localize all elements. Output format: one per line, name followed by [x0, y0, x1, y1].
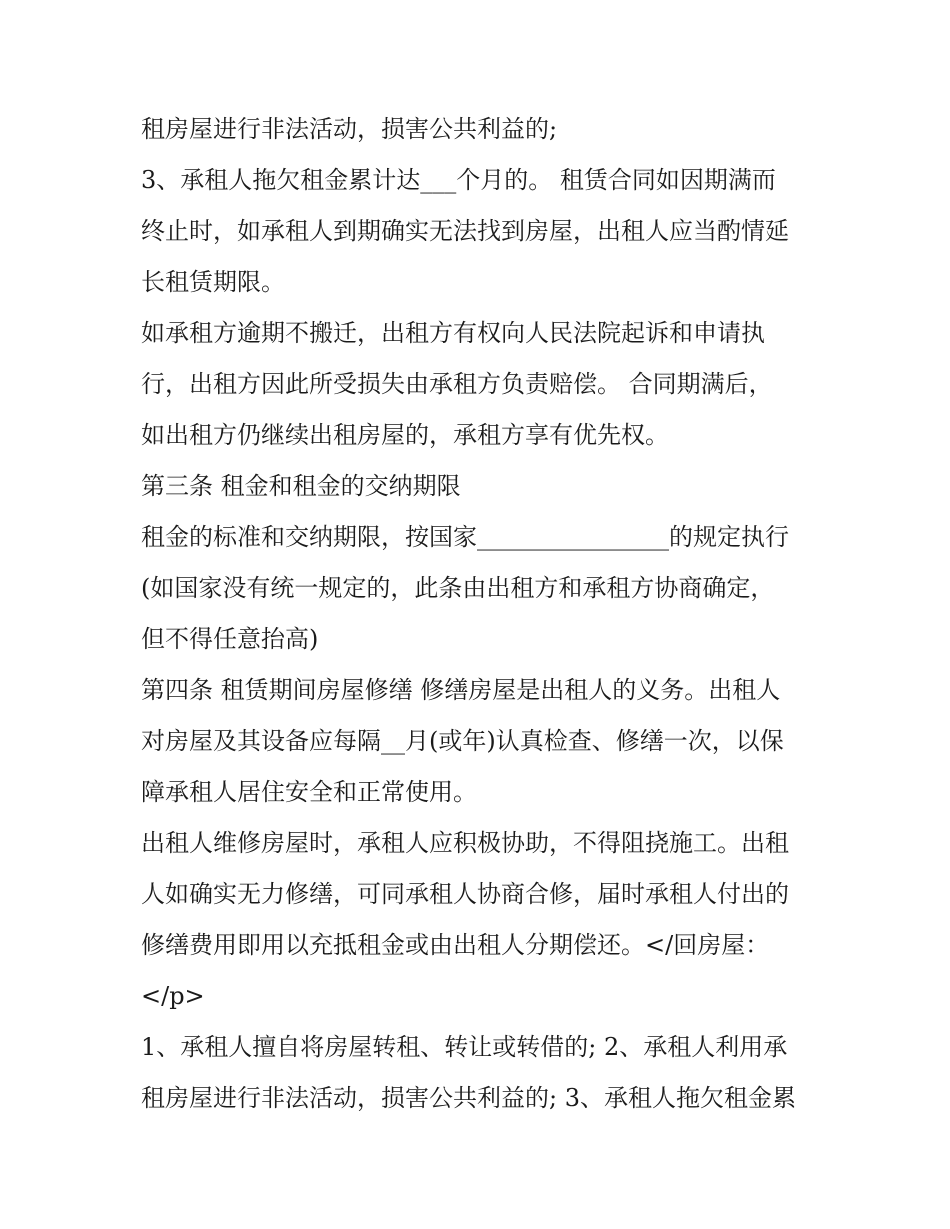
text-line-4: 长租赁期限。	[141, 268, 285, 296]
text-line-10: (如国家没有统一规定的，此条由出租方和承租方协商确定，	[141, 574, 775, 602]
text-line-14: 障承租人居住安全和正常使用。	[141, 778, 477, 806]
text-line-17: 修缮费用即用以充抵租金或由出租人分期偿还。</回房屋：	[141, 931, 770, 959]
text-line-6: 行，出租方因此所受损失由承租方负责赔偿。 合同期满后，	[141, 370, 773, 398]
text-line-15: 出租人维修房屋时，承租人应积极协助，不得阻挠施工。出租	[141, 829, 789, 857]
text-line-7: 如出租方仍继续出租房屋的，承租方享有优先权。	[141, 421, 669, 449]
section-heading-3: 第三条 租金和租金的交纳期限	[141, 472, 461, 500]
document-body	[141, 104, 821, 1124]
text-line-18: </p>	[141, 982, 205, 1010]
text-line-16: 人如确实无力修缮，可同承租人协商合修，届时承租人付出的	[141, 880, 789, 908]
text-line-9: 租金的标准和交纳期限，按国家________________的规定执行	[141, 523, 789, 551]
text-line-19: 1、承租人擅自将房屋转租、转让或转借的; 2、承租人利用承	[141, 1033, 788, 1061]
text-line-11: 但不得任意抬高)	[141, 625, 319, 653]
text-line-13: 对房屋及其设备应每隔__月(或年)认真检查、修缮一次，以保	[141, 727, 784, 755]
text-line-1: 租房屋进行非法活动，损害公共利益的;	[141, 115, 558, 143]
text-line-5: 如承租方逾期不搬迁，出租方有权向人民法院起诉和申请执	[141, 319, 765, 347]
text-line-3: 终止时，如承租人到期确实无法找到房屋，出租人应当酌情延	[141, 217, 789, 245]
text-line-2: 3、承租人拖欠租金累计达___个月的。 租赁合同如因期满而	[141, 166, 776, 194]
text-line-20: 租房屋进行非法活动，损害公共利益的; 3、承租人拖欠租金累	[141, 1084, 796, 1112]
section-heading-4: 第四条 租赁期间房屋修缮 修缮房屋是出租人的义务。出租人	[141, 676, 781, 704]
